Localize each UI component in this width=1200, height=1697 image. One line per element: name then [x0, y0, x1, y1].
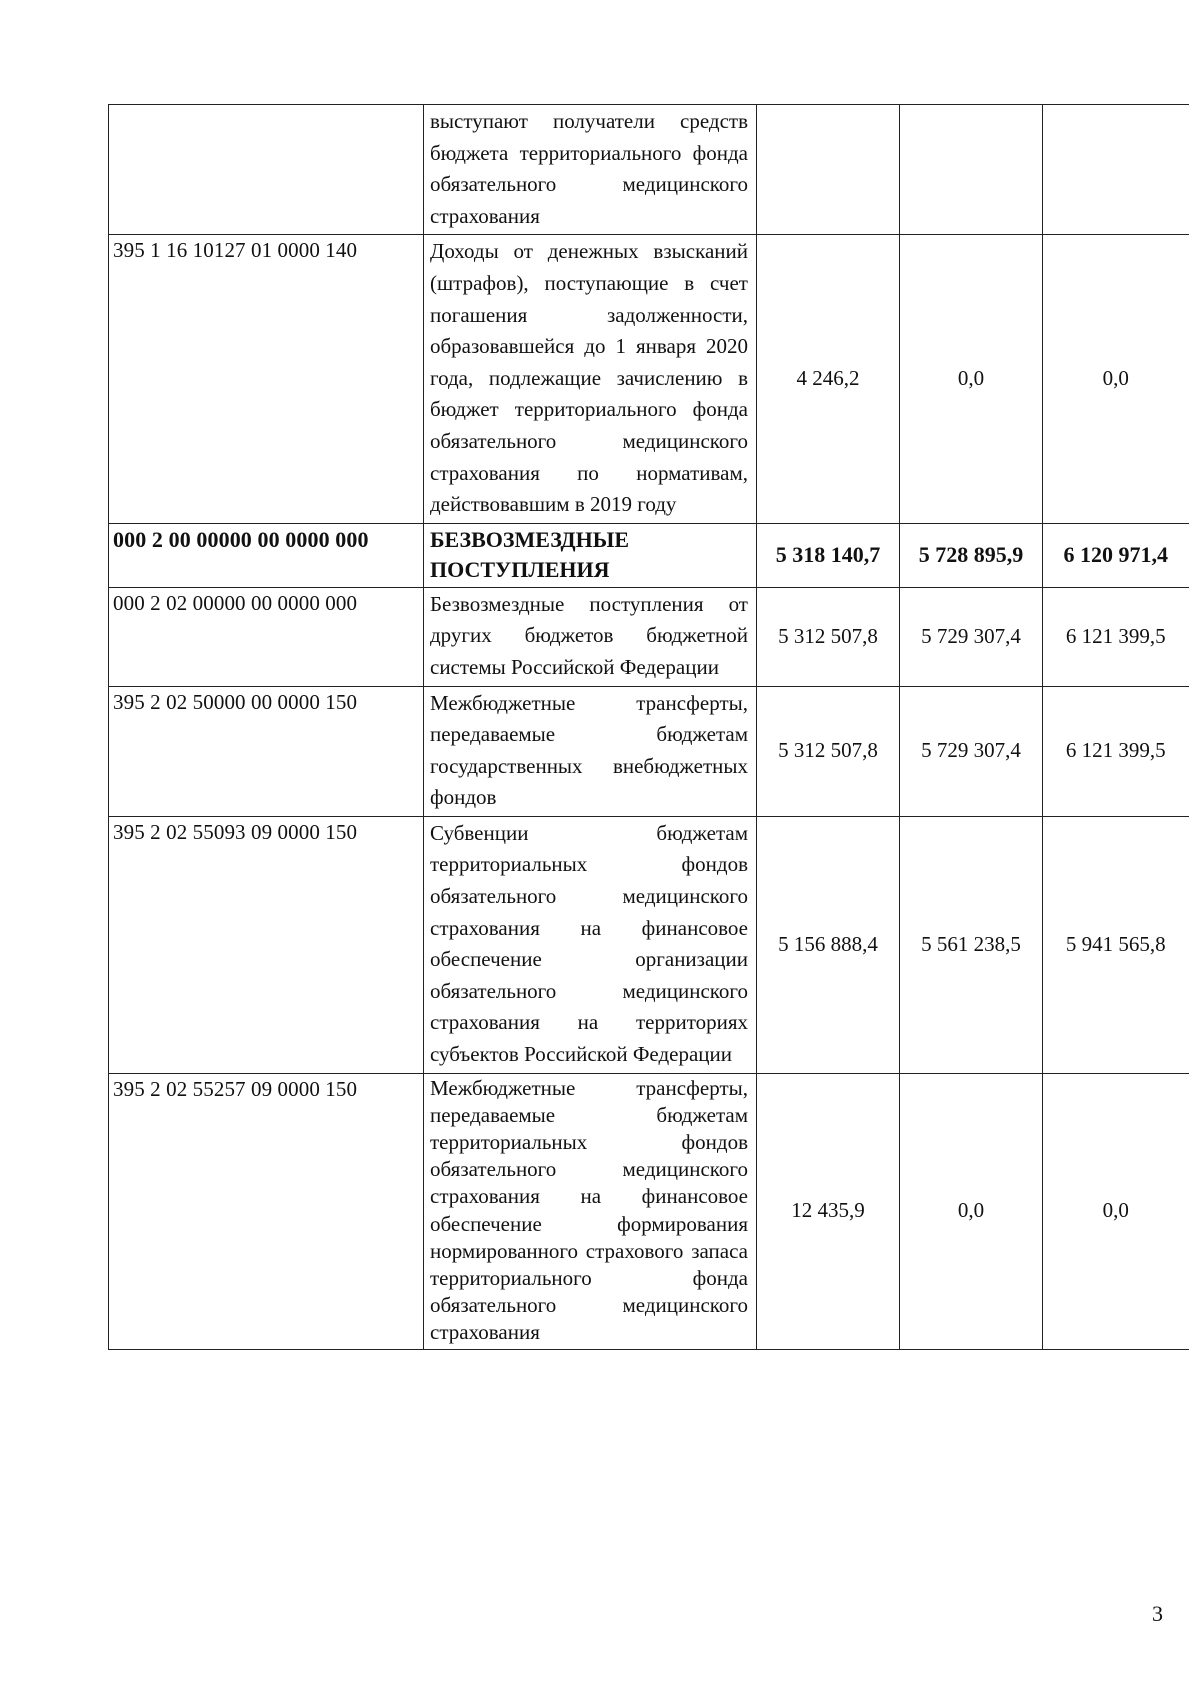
amount-year1-cell: 4 246,2 — [757, 235, 900, 523]
budget-code-cell: 000 2 02 00000 00 0000 000 — [109, 587, 424, 686]
amount-year3-cell: 6 120 971,4 — [1043, 523, 1189, 587]
amount-year1-cell: 5 156 888,4 — [757, 816, 900, 1073]
amount-year3-cell: 0,0 — [1043, 1073, 1189, 1349]
table-row-total — [109, 523, 1189, 587]
budget-code-cell: 395 2 02 50000 00 0000 150 — [109, 686, 424, 816]
amount-year2-cell: 5 729 307,4 — [900, 587, 1043, 686]
table-row — [109, 1073, 1189, 1349]
table-row — [109, 587, 1189, 686]
revenue-name-cell: БЕЗВОЗМЕЗДНЫЕ ПОСТУПЛЕНИЯ — [424, 523, 757, 587]
amount-year3-cell: 6 121 399,5 — [1043, 587, 1189, 686]
amount-year1-cell — [757, 105, 900, 235]
amount-year2-cell: 5 561 238,5 — [900, 816, 1043, 1073]
revenue-name-cell: Субвенции бюджетам территориальных фондов обязательного медицинского страхования на финансовое обеспечение организации обязательного медицинского страхования на территориях субъектов Российской Федерации — [424, 816, 757, 1073]
revenue-name-cell: Межбюджетные трансферты, передаваемые бюджетам государственных внебюджетных фондов — [424, 686, 757, 816]
budget-code-cell: 000 2 00 00000 00 0000 000 — [109, 523, 424, 587]
table-row — [109, 686, 1189, 816]
amount-year3-cell: 6 121 399,5 — [1043, 686, 1189, 816]
amount-year1-cell: 5 312 507,8 — [757, 587, 900, 686]
budget-code-cell: 395 1 16 10127 01 0000 140 — [109, 235, 424, 523]
revenue-name-cell: Доходы от денежных взысканий (штрафов), поступающие в счет погашения задолженности, образовавшейся до 1 января 2020 года, подлежащие зачислению в бюджет территориального фонда обязательного медицинского страхования по нормативам, действовавшим в 2019 году — [424, 235, 757, 523]
budget-code-cell: 395 2 02 55257 09 0000 150 — [109, 1073, 424, 1349]
page-number: 3 — [1152, 1601, 1163, 1626]
amount-year1-cell: 5 312 507,8 — [757, 686, 900, 816]
amount-year3-cell: 5 941 565,8 — [1043, 816, 1189, 1073]
revenue-name-cell: Безвозмездные поступления от других бюджетов бюджетной системы Российской Федерации — [424, 587, 757, 686]
revenue-name-cell: Межбюджетные трансферты, передаваемые бюджетам территориальных фондов обязательного медицинского страхования на финансовое обеспечение формирования нормированного страхового запаса территориального фонда обязательного медицинского страхования — [424, 1073, 757, 1349]
budget-code-cell: 395 2 02 55093 09 0000 150 — [109, 816, 424, 1073]
table-row — [109, 816, 1189, 1073]
amount-year3-cell: 0,0 — [1043, 235, 1189, 523]
table-row — [109, 105, 1189, 235]
revenue-name-cell: выступают получатели средств бюджета территориального фонда обязательного медицинского страхования — [424, 105, 757, 235]
amount-year2-cell — [900, 105, 1043, 235]
amount-year2-cell: 5 729 307,4 — [900, 686, 1043, 816]
amount-year1-cell: 5 318 140,7 — [757, 523, 900, 587]
amount-year3-cell — [1043, 105, 1189, 235]
amount-year2-cell: 5 728 895,9 — [900, 523, 1043, 587]
budget-revenue-table — [108, 104, 1189, 1350]
budget-code-cell — [109, 105, 424, 235]
table-row — [109, 235, 1189, 523]
amount-year1-cell: 12 435,9 — [757, 1073, 900, 1349]
amount-year2-cell: 0,0 — [900, 1073, 1043, 1349]
amount-year2-cell: 0,0 — [900, 235, 1043, 523]
